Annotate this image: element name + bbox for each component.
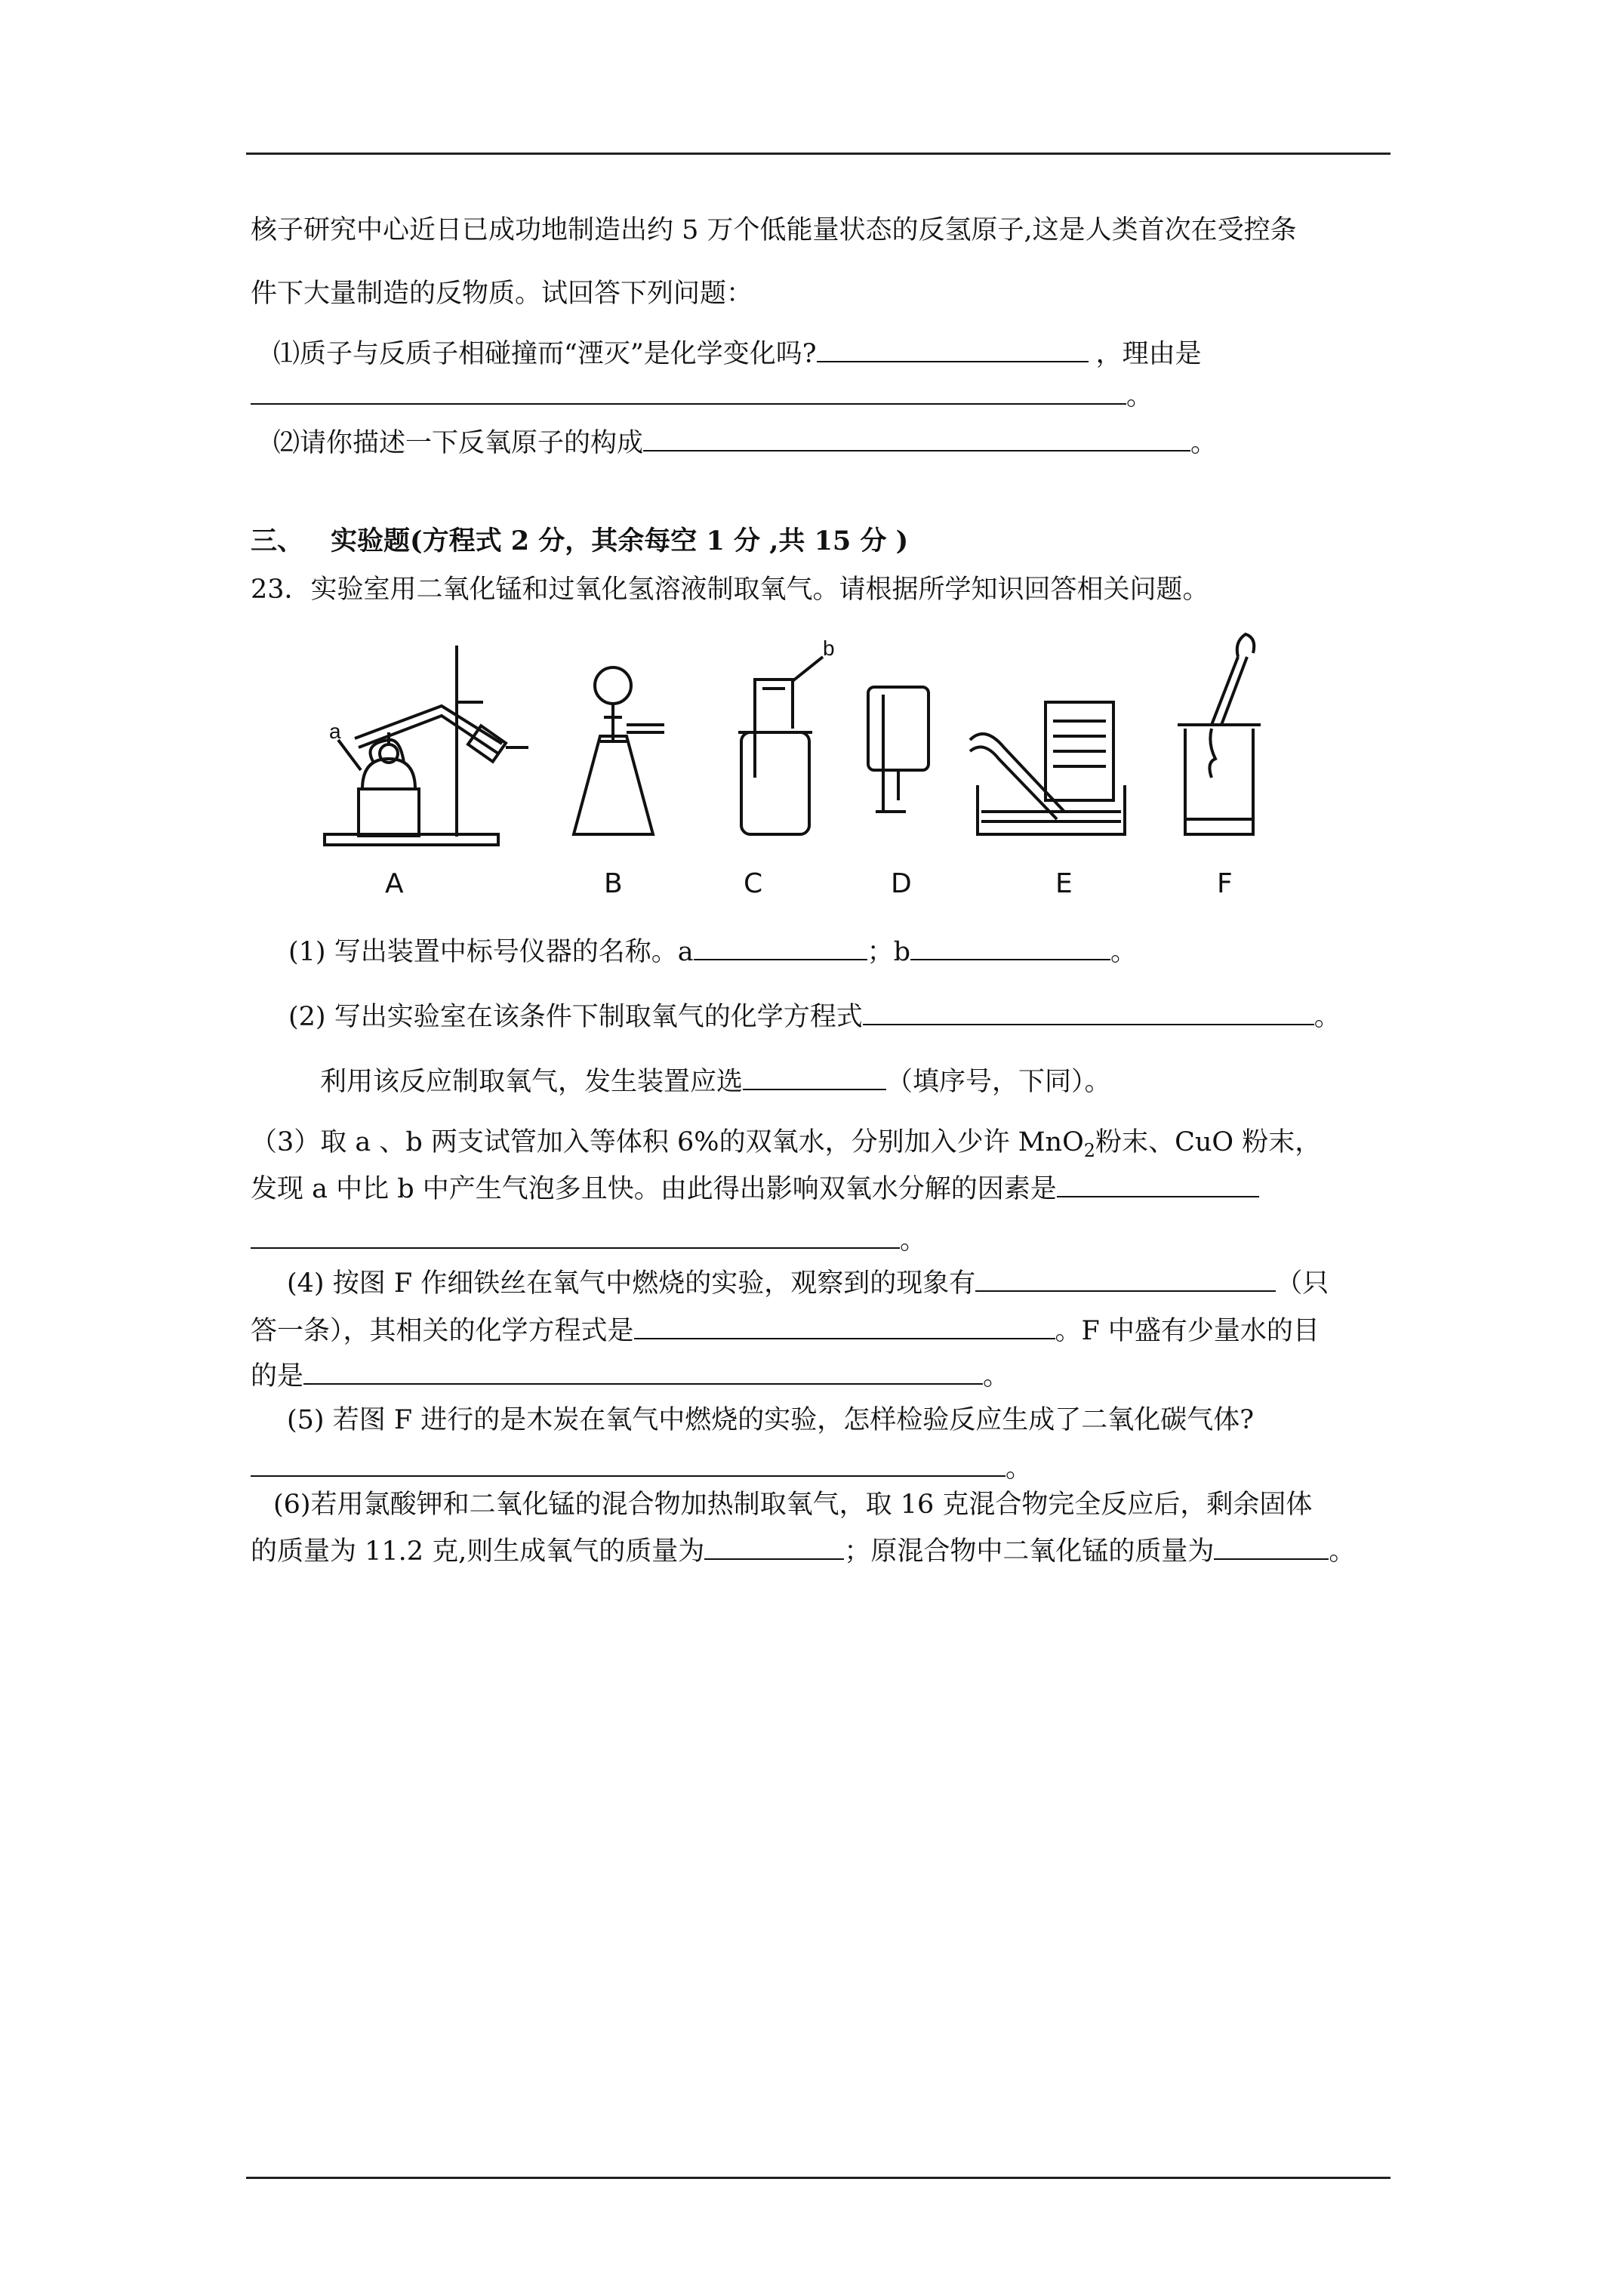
section-number: 三、 <box>251 525 304 556</box>
figure-label-a: A <box>385 868 404 899</box>
part-6-text: (6)若用氯酸钾和二氧化锰的混合物加热制取氧气，取 16 克混合物完全反应后，剩余固体 <box>273 1490 1313 1520</box>
mark-b: b <box>823 636 835 660</box>
answer-blank-mno2-mass[interactable] <box>1214 1533 1329 1560</box>
figure-label-d: D <box>891 868 912 899</box>
figure-label-c: C <box>744 868 763 899</box>
part-4-line-1 <box>287 1265 1329 1301</box>
question-1-text: ⑴质子与反质子相碰撞而“湮灭”是化学变化吗? <box>273 339 817 369</box>
answer-blank-1b[interactable] <box>251 378 1126 405</box>
part-2 <box>288 998 1341 1034</box>
apparatus-figure <box>302 627 1306 898</box>
bottom-rule <box>246 2177 1390 2179</box>
mark-a: a <box>329 720 341 743</box>
part-3-line-2 <box>251 1170 1259 1207</box>
part-2b-note: （填序号，下同）。 <box>886 1067 1111 1097</box>
part-3-line-3 <box>251 1222 926 1258</box>
intro-text-2: 件下大量制造的反物质。试回答下列问题： <box>251 279 753 309</box>
part-6-line-2 <box>251 1533 1355 1569</box>
answer-blank-factor-2[interactable] <box>251 1222 900 1249</box>
part-5-text: (5) 若图 F 进行的是木炭在氧气中燃烧的实验，怎样检验反应生成了二氧化碳气体? <box>287 1405 1255 1435</box>
period: 。 <box>1190 428 1218 458</box>
answer-blank-equation-1[interactable] <box>863 998 1314 1025</box>
apparatus-c <box>738 657 823 834</box>
part-3-line-1 <box>251 1125 1321 1168</box>
answer-blank-purpose[interactable] <box>303 1358 983 1385</box>
figure-label-b: B <box>604 868 623 899</box>
period: 。 <box>1126 381 1153 411</box>
part-2-text: (2) 写出实验室在该条件下制取氧气的化学方程式 <box>288 1002 863 1032</box>
answer-blank-b[interactable] <box>910 933 1110 960</box>
answer-blank-device[interactable] <box>743 1063 886 1090</box>
part-6-line-1 <box>273 1487 1312 1522</box>
period: 。 <box>1329 1536 1356 1567</box>
question-23-stem <box>251 572 1209 607</box>
question-1-reason-label: ，理由是 <box>1095 339 1202 369</box>
apparatus-f <box>1178 634 1261 834</box>
part-4-text-3: 的是 <box>251 1361 304 1391</box>
part-5-answer-line <box>251 1450 1032 1486</box>
part-4-text-post: （只 <box>1276 1268 1329 1299</box>
part-1-b-label: ；b <box>867 937 910 967</box>
question-1 <box>273 335 1202 371</box>
answer-blank-equation-2[interactable] <box>634 1312 1055 1339</box>
figure-label-f: F <box>1217 868 1233 899</box>
question-2 <box>273 424 1217 461</box>
part-4-text-2-post: 。F 中盛有少量水的目 <box>1055 1316 1320 1346</box>
apparatus-e <box>970 702 1125 834</box>
question-2-text: ⑵请你描述一下反氧原子的构成 <box>273 428 644 458</box>
answer-blank-a[interactable] <box>694 933 867 960</box>
answer-blank-1a[interactable] <box>817 335 1089 362</box>
part-2b-text: 利用该反应制取氧气，发生装置应选 <box>320 1067 744 1097</box>
section-heading <box>251 524 908 559</box>
subscript-2: 2 <box>1083 1140 1096 1161</box>
apparatus-a <box>325 646 528 845</box>
answer-blank-oxygen-mass[interactable] <box>704 1533 844 1560</box>
part-3-text-2: 发现 a 中比 b 中产生气泡多且快。由此得出影响双氧水分解的因素是 <box>251 1174 1057 1204</box>
part-1-text: (1) 写出装置中标号仪器的名称。a <box>288 937 694 967</box>
question-23-text: 23．实验室用二氧化锰和过氧化氢溶液制取氧气。请根据所学知识回答相关问题。 <box>251 575 1209 605</box>
part-6-text-mid: ；原混合物中二氧化锰的质量为 <box>844 1536 1215 1567</box>
figure-label-e: E <box>1055 868 1073 899</box>
period: 。 <box>1110 937 1137 967</box>
period: 。 <box>983 1361 1010 1391</box>
question-1-reason-line <box>251 378 1153 414</box>
apparatus-b <box>574 667 664 834</box>
top-rule <box>246 153 1390 155</box>
part-1 <box>288 933 1137 969</box>
apparatus-d <box>868 687 929 812</box>
intro-text-1: 核子研究中心近日已成功地制造出约 5 万个低能量状态的反氢原子,这是人类首次在受控条 <box>251 215 1297 245</box>
section-title: 实验题(方程式 2 分，其余每空 1 分 ,共 15 分 ) <box>331 525 909 556</box>
part-2b <box>320 1063 1111 1099</box>
period: 。 <box>1313 1002 1341 1032</box>
intro-line-1 <box>251 213 1297 248</box>
part-3-text: （3）取 a 、b 两支试管加入等体积 6%的双氧水，分别加入少许 MnO <box>251 1127 1084 1157</box>
answer-blank-co2-test[interactable] <box>251 1450 1006 1477</box>
period: 。 <box>1006 1453 1033 1484</box>
answer-blank-2[interactable] <box>643 424 1190 451</box>
intro-line-2 <box>251 276 753 311</box>
answer-blank-factor-1[interactable] <box>1057 1170 1259 1197</box>
part-3-text-post: 粉末、CuO 粉末， <box>1095 1127 1322 1157</box>
part-6-text-2: 的质量为 11.2 克,则生成氧气的质量为 <box>251 1536 705 1567</box>
part-4-line-3 <box>251 1358 1009 1394</box>
part-4-text-2: 答一条），其相关的化学方程式是 <box>251 1316 634 1346</box>
part-5 <box>287 1403 1254 1438</box>
answer-blank-phenomenon[interactable] <box>975 1265 1276 1292</box>
part-4-line-2 <box>251 1312 1320 1348</box>
period: 。 <box>900 1225 927 1256</box>
part-4-text: (4) 按图 F 作细铁丝在氧气中燃烧的实验，观察到的现象有 <box>287 1268 976 1299</box>
